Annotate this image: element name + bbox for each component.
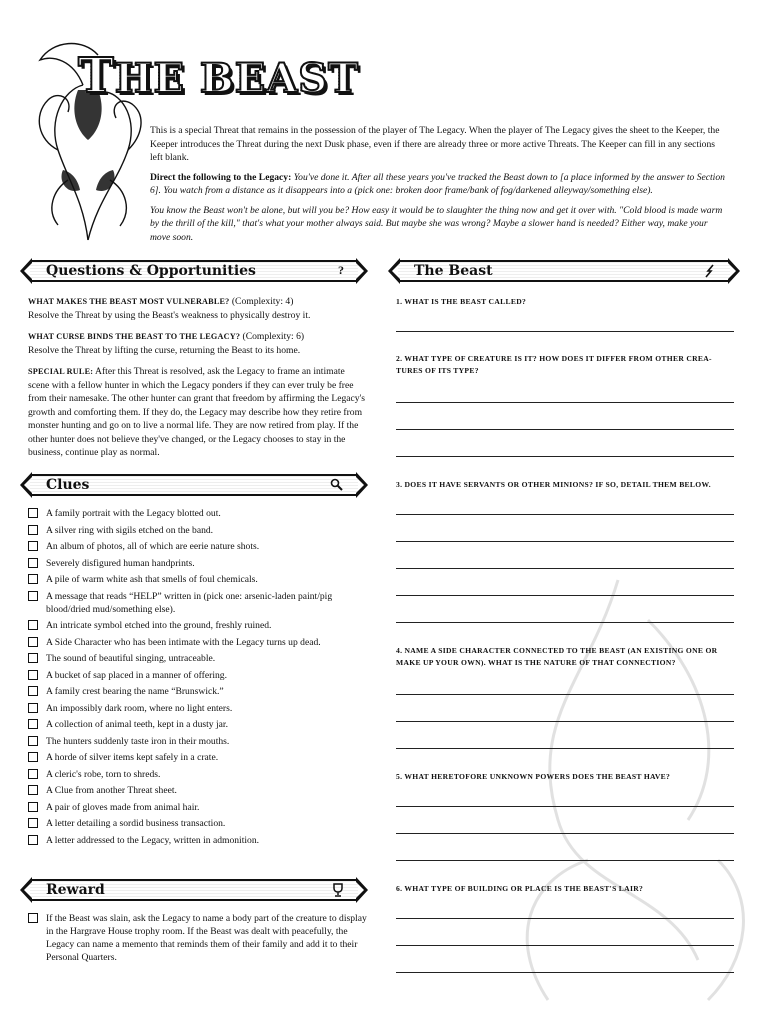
questions-heading: Questions & Opportunities <box>46 263 256 279</box>
direct-paragraph: Direct the following to the Legacy: You've done it. After all these years you've tracked the Beast down to [a place informed by the answer to Section 6]. You watch from a distance as it disappears into a (pick one: broken door frame/bank of fog/darkened alleyway/something else). <box>150 171 725 196</box>
clue-text: A collection of animal teeth, kept in a dusty jar. <box>46 719 228 730</box>
clue-item[interactable] <box>28 801 368 814</box>
intro-text <box>150 124 728 250</box>
clue-item[interactable] <box>28 817 368 830</box>
answer-line[interactable] <box>396 429 734 430</box>
questions-banner <box>18 258 370 284</box>
clue-checkbox[interactable] <box>28 508 38 518</box>
clue-item[interactable] <box>28 702 368 715</box>
page-title: THE BEAST <box>78 48 359 104</box>
clue-text: A horde of silver items kept safely in a crate. <box>46 752 219 763</box>
clue-checkbox[interactable] <box>28 752 38 762</box>
clue-item[interactable] <box>28 524 368 537</box>
clue-text: The hunters suddenly taste iron in their mouths. <box>46 735 230 747</box>
reward-checkbox[interactable] <box>28 913 38 923</box>
answer-line[interactable] <box>396 860 734 861</box>
clue-checkbox[interactable] <box>28 736 38 746</box>
answer-line[interactable] <box>396 456 734 457</box>
answer-line[interactable] <box>396 945 734 946</box>
clue-text: A bucket of sap placed in a manner of offering. <box>46 669 227 681</box>
clue-checkbox[interactable] <box>28 591 38 601</box>
background-flourish <box>468 560 768 1020</box>
clue-text: Severely disfigured human handprints. <box>46 557 195 569</box>
answer-line[interactable] <box>396 514 734 515</box>
questions-section: WHAT MAKES THE BEAST MOST VULNERABLE? (Complexity: 4) Resolve the Threat by using the Beast's weakness to physically destroy it. WHAT CURSE BINDS THE BEAST TO THE LEGACY? (Complexity: 6) Resolve the Threat by lifting the curse, returning the Beast to its home. SPECIAL RULE: After this Threat is resolved, ask the Legacy to frame an intimate scene with a fellow hunter in which the Legacy ponders if they can ever truly be free from their namesake. The other hunter can grant that freedom by affirming the Legacy's growth and comforting them. If they do, the Legacy may describe how they retire from monster hunting and go on to live a normal life. They are now retired from play. If the other hunter does not believe they've changed, or the Legacy chooses to stay in the business, continue play as normal. <box>28 296 366 458</box>
clue-item[interactable] <box>28 557 368 570</box>
clue-checkbox[interactable] <box>28 802 38 812</box>
clue-item[interactable] <box>28 768 368 781</box>
trophy-icon <box>332 883 344 897</box>
clue-text: The sound of beautiful singing, untraceable. <box>46 653 216 664</box>
answer-line[interactable] <box>396 694 734 695</box>
beast-question-4: 4. NAME A SIDE CHARACTER CONNECTED TO THE BEAST (AN EXISTING ONE OR MAKE UP YOUR OWN). WHAT IS THE NATURE OF THAT CONNECTION? <box>396 646 718 667</box>
reward-item[interactable]: If the Beast was slain, ask the Legacy to name a body part of the creature to display in the Hargrave House trophy room. If the Beast was dealt with peacefully, the Legacy can name a memento that reminds them of their family and add it to their Personal Quarters. <box>28 912 368 964</box>
clue-item[interactable] <box>28 590 368 616</box>
clue-item[interactable] <box>28 784 368 797</box>
clue-checkbox[interactable] <box>28 785 38 795</box>
beast-question-5: 5. WHAT HERETOFORE UNKNOWN POWERS DOES THE BEAST HAVE? <box>396 772 671 781</box>
clue-text: A pair of gloves made from animal hair. <box>46 801 200 813</box>
answer-line[interactable] <box>396 833 734 834</box>
clue-item[interactable] <box>28 573 368 586</box>
beast-question-6: 6. WHAT TYPE OF BUILDING OR PLACE IS THE BEAST'S LAIR? <box>396 884 644 893</box>
answer-line[interactable] <box>396 541 734 542</box>
clue-text: A silver ring with sigils etched on the band. <box>46 524 214 536</box>
clue-checkbox[interactable] <box>28 525 38 535</box>
clue-checkbox[interactable] <box>28 558 38 568</box>
clue-checkbox[interactable] <box>28 703 38 713</box>
intro-paragraph: This is a special Threat that remains in the possession of the player of The Legacy. When the player of The Legacy gives the sheet to the Keeper, the Keeper introduces the Threat during the next Dusk phase, even if there are already three or more active Threats. The Keeper can fill in any sections left blank. <box>150 125 720 163</box>
answer-line[interactable] <box>396 806 734 807</box>
clue-text: A family portrait with the Legacy blotted out. <box>46 508 221 519</box>
answer-line[interactable] <box>396 595 734 596</box>
reward-banner <box>18 877 370 903</box>
clue-checkbox[interactable] <box>28 541 38 551</box>
clue-item[interactable] <box>28 735 368 748</box>
clue-text: A letter addressed to the Legacy, written in admonition. <box>46 834 260 846</box>
clues-banner <box>18 472 370 498</box>
clue-checkbox[interactable] <box>28 818 38 828</box>
reward-section <box>28 912 368 968</box>
clue-checkbox[interactable] <box>28 653 38 663</box>
clue-text: An album of photos, all of which are eerie nature shots. <box>46 541 260 552</box>
clue-checkbox[interactable] <box>28 637 38 647</box>
clue-checkbox[interactable] <box>28 835 38 845</box>
beast-heading: The Beast <box>414 263 493 279</box>
reward-heading: Reward <box>46 882 105 898</box>
answer-line[interactable] <box>396 972 734 973</box>
answer-line[interactable] <box>396 721 734 722</box>
answer-line[interactable] <box>396 918 734 919</box>
clue-text: A Clue from another Threat sheet. <box>46 785 177 796</box>
beast-question-3: 3. DOES IT HAVE SERVANTS OR OTHER MINIONS? IF SO, DETAIL THEM BELOW. <box>396 480 711 489</box>
clue-checkbox[interactable] <box>28 670 38 680</box>
clue-text: A message that reads “HELP” written in (pick one: arsenic-laden paint/pig blood/dried mud/something else). <box>46 590 333 615</box>
clue-item[interactable] <box>28 751 368 764</box>
clue-checkbox[interactable] <box>28 574 38 584</box>
clue-list <box>28 507 368 850</box>
answer-line[interactable] <box>396 748 734 749</box>
clue-checkbox[interactable] <box>28 719 38 729</box>
claw-icon <box>704 264 716 278</box>
clue-item[interactable] <box>28 669 368 682</box>
clue-checkbox[interactable] <box>28 769 38 779</box>
beast-banner <box>386 258 742 284</box>
clue-text: An intricate symbol etched into the ground, freshly ruined. <box>46 620 272 631</box>
clue-text: A cleric's robe, torn to shreds. <box>46 768 161 780</box>
beast-question-1: 1. WHAT IS THE BEAST CALLED? <box>396 297 527 306</box>
clue-item[interactable] <box>28 507 368 520</box>
magnifying-glass-icon <box>330 478 344 492</box>
clue-item[interactable] <box>28 636 368 649</box>
clue-text: A letter detailing a sordid business transaction. <box>46 818 226 829</box>
clue-checkbox[interactable] <box>28 620 38 630</box>
clue-text: An impossibly dark room, where no light enters. <box>46 702 233 714</box>
answer-line[interactable] <box>396 331 734 332</box>
clue-item[interactable] <box>28 619 368 632</box>
clue-text: A Side Character who has been intimate with the Legacy turns up dead. <box>46 636 321 648</box>
clue-item[interactable] <box>28 540 368 553</box>
clue-checkbox[interactable] <box>28 686 38 696</box>
answer-line[interactable] <box>396 568 734 569</box>
clue-item[interactable] <box>28 685 368 698</box>
clue-text: A pile of warm white ash that smells of foul chemicals. <box>46 574 258 585</box>
beast-question-2: 2. WHAT TYPE OF CREATURE IS IT? HOW DOES IT DIFFER FROM OTHER CREA- TURES OF ITS TYPE? <box>396 354 712 375</box>
flavor-paragraph: You know the Beast won't be alone, but will you be? How easy it would be to slaughter the thing now and get it over with. "Cold blood is made warm by the thrill of the kill," that's what your mother always said. But maybe she was wrong? Maybe a slower hand is needed? Either way, make your move soon. <box>150 204 723 243</box>
answer-line[interactable] <box>396 402 734 403</box>
clue-text: A family crest bearing the name “Brunswick.” <box>46 686 224 697</box>
clue-item[interactable] <box>28 834 368 847</box>
clue-item[interactable] <box>28 718 368 731</box>
clue-item[interactable] <box>28 652 368 665</box>
clues-heading: Clues <box>46 477 90 493</box>
answer-line[interactable] <box>396 622 734 623</box>
question-mark-icon: ? <box>338 263 344 277</box>
